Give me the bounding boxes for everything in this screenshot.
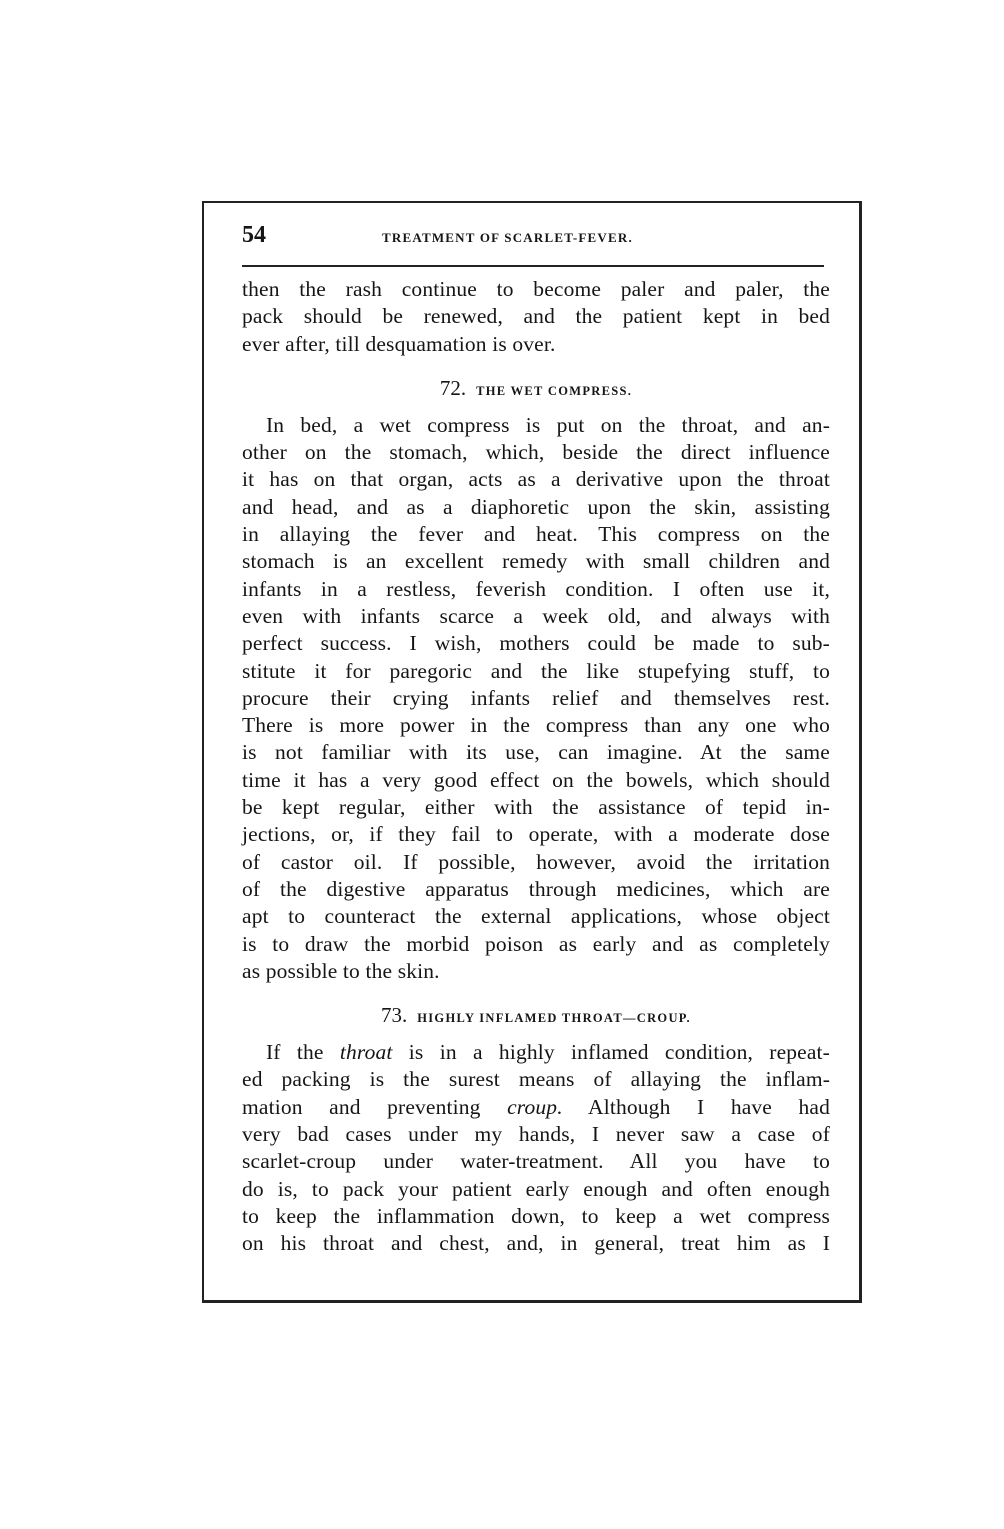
text-line: on his throat and chest, and, in general, treat him as I (242, 1231, 830, 1256)
text-line: is to draw the morbid poison as early and as completely (242, 931, 830, 956)
text-line: as possible to the skin. (242, 958, 440, 983)
text-line: in allaying the fever and heat. This compress on the (242, 522, 830, 547)
text-line: and head, and as a diaphoretic upon the skin, assisting (242, 494, 830, 519)
page-header (242, 222, 826, 262)
text-line: procure their crying infants relief and themselves rest. (242, 685, 830, 710)
section-73-heading (242, 997, 830, 1033)
italic-word: croup. (507, 1094, 563, 1119)
section-title: HIGHLY INFLAMED THROAT—CROUP. (417, 1011, 691, 1026)
section-number: 72. (439, 375, 467, 400)
text-line: very bad cases under my hands, I never saw a case of (242, 1122, 830, 1147)
header-rule (242, 265, 824, 267)
text-line: be kept regular, either with the assistance of tepid in- (242, 795, 830, 820)
text-line: of the digestive apparatus through medicines, which are (242, 876, 830, 901)
running-title: TREATMENT OF SCARLET-FEVER. (382, 230, 633, 245)
text-line: is not familiar with its use, can imagine. At the same (242, 740, 830, 765)
text-line (242, 1039, 830, 1066)
text-line: There is more power in the compress than any one who (242, 713, 830, 738)
text-line: time it has a very good effect on the bowels, which should (242, 767, 830, 792)
text-line: ever after, till desquamation is over. (242, 331, 556, 356)
text-run: If the (266, 1040, 340, 1065)
section-title: THE WET COMPRESS. (476, 383, 633, 398)
text-line: perfect success. I wish, mothers could be made to sub- (242, 631, 830, 656)
text-line: ed packing is the surest means of allaying the inflam- (242, 1067, 830, 1092)
text-line: apt to counteract the external applications, whose object (242, 904, 830, 929)
text-line (242, 1094, 830, 1121)
paragraph-intro (242, 276, 830, 358)
text-line: to keep the inflammation down, to keep a wet compress (242, 1203, 830, 1228)
text-line: scarlet-croup under water-treatment. All you have to (242, 1149, 830, 1174)
section-72-heading (242, 370, 830, 406)
text-line: it has on that organ, acts as a derivative upon the throat (242, 467, 830, 492)
text-line: other on the stomach, which, beside the direct influence (242, 440, 830, 465)
section-number: 73. (381, 1003, 408, 1028)
text-line: stomach is an excellent remedy with small children and (242, 549, 830, 574)
paragraph-section-73 (242, 1039, 830, 1257)
text-run: is in a highly inflamed condition, repeat- (392, 1040, 830, 1065)
italic-word: throat (339, 1040, 393, 1065)
text-line: pack should be renewed, and the patient kept in bed (242, 304, 830, 329)
body-text (242, 276, 830, 1258)
page-number: 54 (242, 222, 266, 248)
text-line: stitute it for paregoric and the like stupefying stuff, to (242, 658, 830, 683)
text-line: jections, or, if they fail to operate, with a moderate dose (242, 822, 830, 847)
text-line: then the rash continue to become paler and paler, the (242, 277, 830, 301)
text-line: even with infants scarce a week old, and always with (242, 603, 830, 628)
text-line: do is, to pack your patient early enough and often enough (242, 1176, 830, 1201)
text-line: of castor oil. If possible, however, avoid the irritation (242, 849, 830, 874)
text-run: mation and preventing (242, 1094, 508, 1119)
text-line: infants in a restless, feverish condition. I often use it, (242, 576, 830, 601)
text-run: Although I have had (562, 1094, 831, 1119)
text-line: In bed, a wet compress is put on the throat, and an- (266, 412, 830, 437)
paragraph-section-72 (242, 412, 830, 985)
